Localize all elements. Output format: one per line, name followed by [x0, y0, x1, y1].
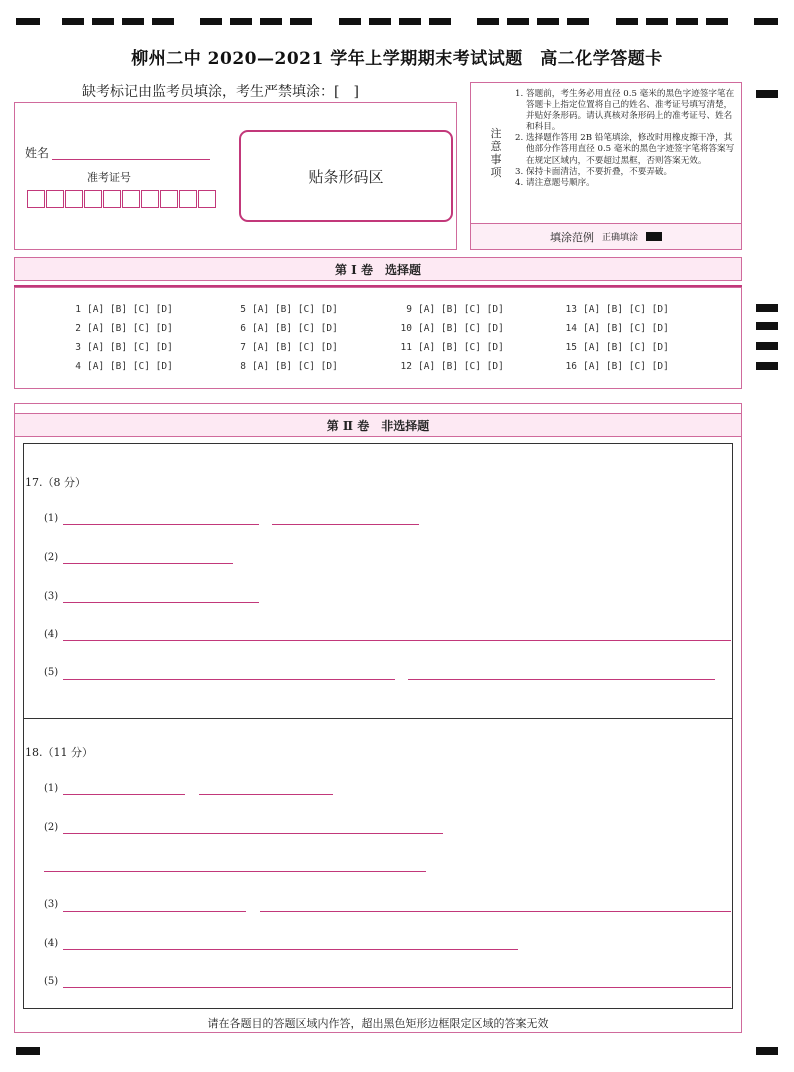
q17-part-label: (5) [44, 667, 59, 678]
choice-options[interactable]: [A] [B] [C] [D] [87, 342, 173, 353]
section1-header: 第 Ⅰ 卷 选择题 [14, 257, 742, 281]
timing-mark [756, 1047, 778, 1055]
timing-mark [756, 322, 778, 330]
notice-item-text: 选择题作答用 2B 铅笔填涂，修改时用橡皮擦干净，其他部分作答用直径 0.5 毫米的黑色字迹签字笔将答案写在规定区域内，不要超过黑框，否则答案无效。 [526, 133, 735, 166]
exam-id-digit-box[interactable] [65, 190, 83, 208]
choice-options[interactable]: [A] [B] [C] [D] [583, 304, 669, 315]
q18-part-label: (3) [44, 899, 59, 910]
exam-id-digit-box[interactable] [46, 190, 64, 208]
choice-question-number: 14 [565, 323, 577, 334]
exam-id-digit-box[interactable] [179, 190, 197, 208]
choice-question-number: 9 [406, 304, 412, 315]
timing-mark [260, 18, 282, 25]
q18-title: 18.（11 分） [25, 746, 93, 759]
notice-item [515, 167, 737, 178]
q17-3-answer-line[interactable] [63, 602, 259, 603]
exam-id-digit-box[interactable] [160, 190, 178, 208]
filled-bubble-icon [646, 232, 662, 241]
timing-mark [152, 18, 174, 25]
timing-mark [200, 18, 222, 25]
choice-question-number: 5 [240, 304, 246, 315]
choice-question-number: 2 [75, 323, 81, 334]
absent-mark-note: 缺考标记由监考员填涂，考生严禁填涂：[ ] [82, 84, 359, 100]
timing-mark [616, 18, 638, 25]
q18-1-answer-line-a[interactable] [63, 794, 185, 795]
timing-mark [477, 18, 499, 25]
q17-part-label: (1) [44, 513, 59, 524]
name-label: 姓名 [25, 146, 50, 160]
choice-options[interactable]: [A] [B] [C] [D] [252, 304, 338, 315]
notice-item-number: 1. [515, 89, 524, 99]
q18-part-label: (4) [44, 938, 59, 949]
section2-header: 第 Ⅱ 卷 非选择题 [14, 413, 742, 437]
exam-id-digit-box[interactable] [84, 190, 102, 208]
timing-mark [399, 18, 421, 25]
timing-mark [122, 18, 144, 25]
timing-mark [567, 18, 589, 25]
q18-2-answer-line-b[interactable] [44, 871, 426, 872]
choice-question-row[interactable] [555, 361, 669, 372]
notice-item [515, 89, 737, 133]
notice-item-text: 保持卡面清洁，不要折叠，不要弄破。 [526, 166, 673, 177]
choice-question-row[interactable] [224, 361, 338, 372]
barcode-area [239, 130, 453, 222]
notice-item [515, 178, 737, 189]
page-title: 柳州二中 2020—2021 学年上学期期末考试试题 高二化学答题卡 [131, 49, 663, 69]
q17-1-answer-line-a[interactable] [63, 524, 259, 525]
choice-question-row[interactable] [390, 342, 504, 353]
exam-id-label: 准考证号 [87, 171, 131, 184]
choice-question-number: 15 [565, 342, 577, 353]
timing-mark [62, 18, 84, 25]
q18-2-answer-line-a[interactable] [63, 833, 443, 834]
q17-2-answer-line[interactable] [63, 563, 233, 564]
q18-1-answer-line-b[interactable] [199, 794, 333, 795]
choice-options[interactable]: [A] [B] [C] [D] [252, 342, 338, 353]
notice-item-text: 请注意题号顺序。 [526, 177, 595, 188]
choice-options[interactable]: [A] [B] [C] [D] [252, 323, 338, 334]
notice-label: 注意事项 [490, 127, 502, 179]
choice-question-number: 7 [240, 342, 246, 353]
q17-5-answer-line-a[interactable] [63, 679, 395, 680]
timing-mark [92, 18, 114, 25]
notice-item-number: 4. [515, 177, 524, 188]
choice-options[interactable]: [A] [B] [C] [D] [252, 361, 338, 372]
question-divider [24, 718, 732, 719]
choice-question-row[interactable] [555, 304, 669, 315]
exam-id-boxes [27, 190, 216, 208]
choice-options[interactable]: [A] [B] [C] [D] [418, 361, 504, 372]
fill-example-label: 填涂范例 [549, 230, 594, 244]
q18-part-label: (5) [44, 976, 59, 987]
choice-options[interactable]: [A] [B] [C] [D] [87, 323, 173, 334]
notice-item [515, 133, 737, 166]
choice-options[interactable]: [A] [B] [C] [D] [87, 304, 173, 315]
timing-mark [706, 18, 728, 25]
choice-question-row[interactable] [390, 323, 504, 334]
notice-box [470, 82, 742, 250]
exam-id-digit-box[interactable] [198, 190, 216, 208]
barcode-label: 贴条形码区 [308, 167, 384, 186]
choice-question-row[interactable] [555, 323, 669, 334]
student-info-box [14, 102, 457, 250]
choice-options[interactable]: [A] [B] [C] [D] [418, 323, 504, 334]
choice-question-number: 4 [75, 361, 81, 372]
choice-question-number: 10 [400, 323, 412, 334]
q18-part-label: (2) [44, 822, 59, 833]
choice-grid [14, 287, 742, 389]
exam-id-digit-box[interactable] [103, 190, 121, 208]
timing-mark [290, 18, 312, 25]
timing-mark [16, 18, 40, 25]
timing-mark [756, 304, 778, 312]
timing-mark [429, 18, 451, 25]
exam-id-digit-box[interactable] [141, 190, 159, 208]
timing-mark [230, 18, 252, 25]
choice-question-row[interactable] [224, 304, 338, 315]
footer-note: 请在各题目的答题区域内作答，超出黑色矩形边框限定区域的答案无效 [207, 1017, 549, 1030]
timing-mark [507, 18, 529, 25]
timing-mark [339, 18, 361, 25]
q17-part-label: (2) [44, 552, 59, 563]
timing-mark [537, 18, 559, 25]
choice-question-row[interactable] [59, 342, 173, 353]
notice-list [515, 89, 737, 189]
choice-question-row[interactable] [59, 361, 173, 372]
timing-mark [756, 90, 778, 98]
timing-mark [646, 18, 668, 25]
fill-example-row [471, 223, 741, 249]
timing-mark [756, 342, 778, 350]
choice-options[interactable]: [A] [B] [C] [D] [583, 361, 669, 372]
choice-question-row[interactable] [224, 323, 338, 334]
choice-question-number: 8 [240, 361, 246, 372]
choice-question-number: 12 [400, 361, 412, 372]
q18-4-answer-line[interactable] [63, 949, 518, 950]
timing-mark [369, 18, 391, 25]
notice-item-text: 答题前，考生务必用直径 0.5 毫米的黑色字迹签字笔在答题卡上指定位置将自己的姓名、准考证号填写清楚，并贴好条形码。请认真核对条形码上的准考证号、姓名和科目。 [526, 89, 735, 133]
notice-item-number: 2. [515, 133, 524, 144]
q17-5-answer-line-b[interactable] [408, 679, 715, 680]
timing-mark [676, 18, 698, 25]
q17-part-label: (4) [44, 629, 59, 640]
timing-mark [756, 362, 778, 370]
answer-area [23, 443, 733, 1009]
choice-question-row[interactable] [59, 323, 173, 334]
q18-5-answer-line[interactable] [63, 987, 731, 988]
choice-question-number: 1 [75, 304, 81, 315]
choice-question-row[interactable] [224, 342, 338, 353]
name-field[interactable] [52, 159, 210, 160]
timing-mark [16, 1047, 40, 1055]
choice-options[interactable]: [A] [B] [C] [D] [87, 361, 173, 372]
choice-question-number: 6 [240, 323, 246, 334]
choice-options[interactable]: [A] [B] [C] [D] [418, 342, 504, 353]
q18-3-answer-line-b[interactable] [260, 911, 731, 912]
choice-question-number: 3 [75, 342, 81, 353]
choice-question-row[interactable] [59, 304, 173, 315]
choice-question-row[interactable] [390, 361, 504, 372]
q18-part-label: (1) [44, 783, 59, 794]
choice-question-number: 13 [565, 304, 577, 315]
choice-question-row[interactable] [390, 304, 504, 315]
choice-question-number: 11 [400, 342, 412, 353]
fill-correct-label: 正确填涂 [601, 233, 638, 243]
exam-id-digit-box[interactable] [27, 190, 45, 208]
choice-options[interactable]: [A] [B] [C] [D] [583, 342, 669, 353]
q17-part-label: (3) [44, 591, 59, 602]
q18-3-answer-line-a[interactable] [63, 911, 246, 912]
timing-mark [754, 18, 778, 25]
choice-options[interactable]: [A] [B] [C] [D] [583, 323, 669, 334]
choice-question-number: 16 [565, 361, 577, 372]
q17-4-answer-line[interactable] [63, 640, 731, 641]
notice-item-number: 3. [515, 166, 524, 177]
choice-question-row[interactable] [555, 342, 669, 353]
choice-options[interactable]: [A] [B] [C] [D] [418, 304, 504, 315]
exam-id-digit-box[interactable] [122, 190, 140, 208]
q17-1-answer-line-b[interactable] [272, 524, 419, 525]
q17-title: 17.（8 分） [25, 476, 86, 489]
